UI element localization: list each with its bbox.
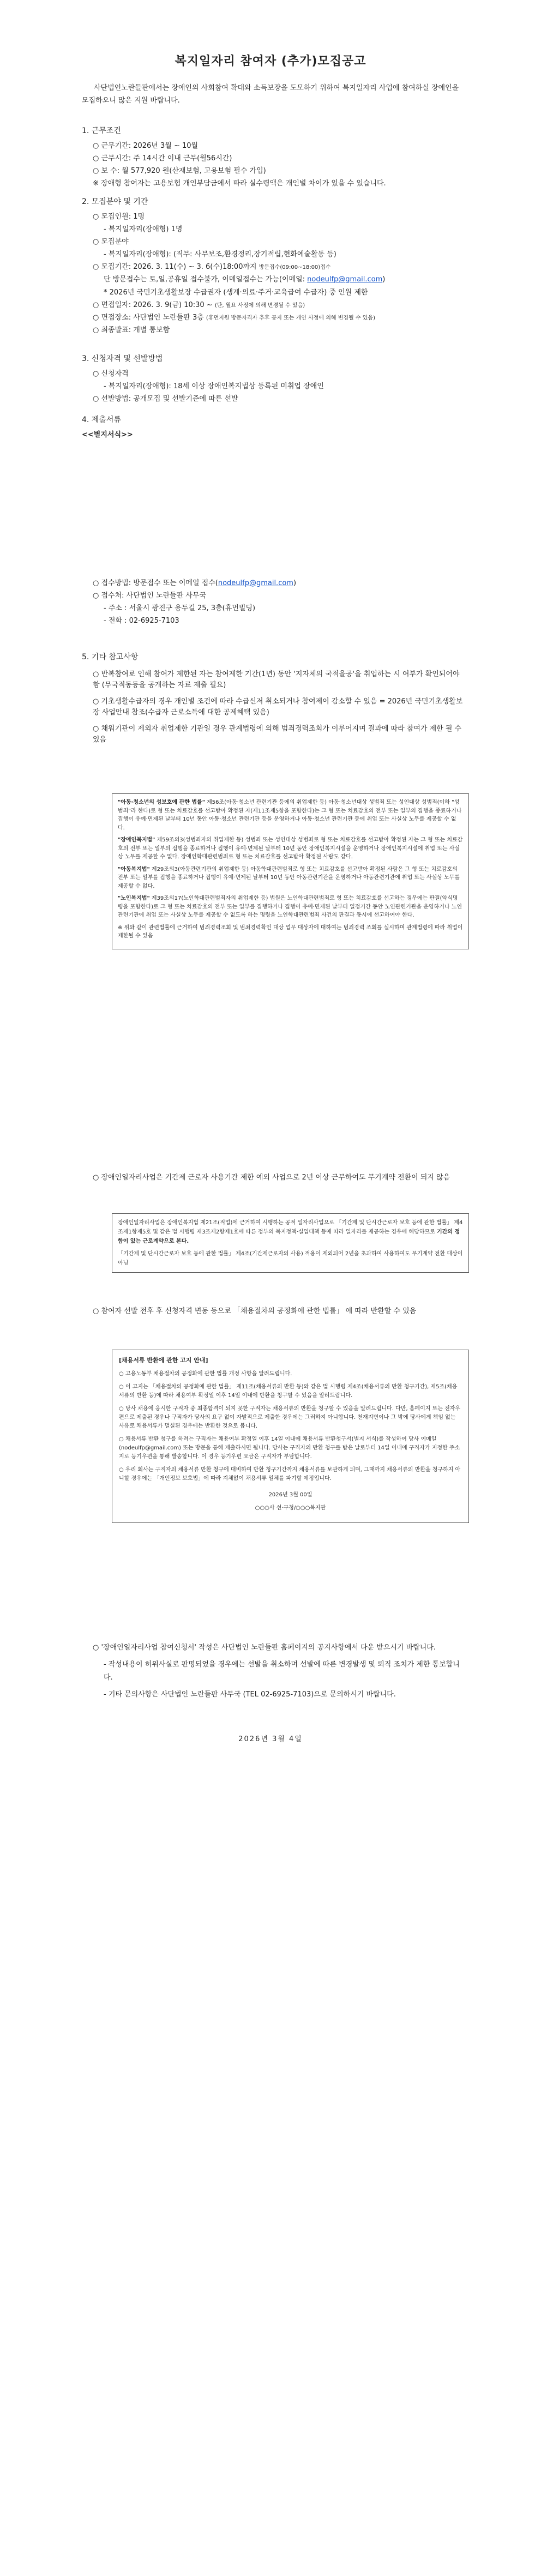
law-title: "아동복지법" xyxy=(118,866,150,872)
interview-date xyxy=(82,300,464,311)
legal-restriction-box xyxy=(112,793,469,949)
appendix-label: <<별지서식>> xyxy=(82,430,133,439)
final-announcement: ○ 최종발표: 개별 통보함 xyxy=(93,326,170,334)
legal-paragraph xyxy=(118,798,463,832)
work-pay-note: ※ 장애형 참여자는 고용보험 개인부담금에서 따라 실수령액은 개인별 차이가 있을 수 있습니다. xyxy=(93,179,386,188)
return-box-paragraph: ○ 우리 회사는 구직자의 채용서류 반환 청구에 대비하여 반환 청구기간까지 채용서류를 보관하게 되며, 그때까지 채용서류의 반환을 청구하지 아니할 경우에는 「개인정보 보호법」에 따라 지체없이 채용서류 일체를 파기할 예정입니다. xyxy=(119,1466,461,1482)
contract-term-note: ○ 장애인일자리사업은 기간제 근로자 사용기간 제한 예외 사업으로 2년 이상 근무하여도 무기계약 전환이 되지 않음 xyxy=(93,1173,450,1182)
section-heading: 4. 제출서류 xyxy=(82,416,121,424)
apply-method-end: ) xyxy=(293,579,297,587)
headcount: ○ 모집인원: 1명 xyxy=(93,212,145,221)
period-note-end: ) xyxy=(382,275,386,284)
interview-date-text: ○ 면접일자: 2026. 3. 9(금) 10:30 ~ xyxy=(93,300,215,309)
interview-place-note: (휴먼지원 방문자격자 추후 공지 또는 개인 사정에 의해 변경될 수 있음) xyxy=(206,315,375,321)
inquiry-phone: 02-6925-7103 xyxy=(261,1690,311,1699)
section-contact xyxy=(82,578,464,629)
law-text: 제59조의3(성범죄자의 취업제한 등) 성범죄 또는 성인대상 성범죄로 형 또는 치료감호를 선고받아 확정된 자는 그 형 또는 치료감호의 전부 또는 일부의 집행을 종료하거나 집행이 유예·면제된 날부터 10년 동안 장애인복지시설을 운영하거나 장애인복지시설에 취업 또는 사실상 노무를 제공할 수 없다. 장애인학대관련범죄로 형 또는 치료감호를 선고받아 확정된 사람도 같다. xyxy=(118,837,463,860)
contract-law-text xyxy=(118,1218,463,1246)
false-info-note: - 작성내용이 허위사실로 판명되었을 경우에는 선발을 취소하며 선발에 따른 변경발생 및 퇴직 조치가 제한 통보합니다. xyxy=(104,1660,460,1682)
apply-email-link[interactable]: nodeulfp@gmail.com xyxy=(218,579,293,587)
note-repeat-participation: ○ 반복참여로 인해 참여가 제한된 자는 참여제한 기간(1년) 동안 '지자체의 국적을공'을 취업하는 시 여부가 확인되어야 함 (무국적동등을 공개하는 자료 제출 필요) xyxy=(93,670,460,689)
period-line xyxy=(82,262,464,273)
office-phone: - 전화 : 02-6925-7103 xyxy=(104,617,179,625)
return-box-paragraph: ○ 이 고지는 「채용절차의 공정화에 관한 법률」 제11조(채용서류의 반환 등)와 같은 법 시행령 제4조(채용서류의 반환 청구기간), 제5조(채용서류의 반환 등)에 따라 채용여부 확정일 이후 14일 이내에 반환을 청구할 수 있음을 알려드립니다. xyxy=(119,1383,458,1399)
section-eligibility xyxy=(82,353,464,406)
law-text: 제56조(아동·청소년 관련기관 등에의 취업제한 등) 아동·청소년대상 성범죄 또는 성인대상 성범죄(이하 "성범죄"라 한다)로 형 또는 치료감호를 선고받아 확정된 자(제11조제5항을 포함한다)는 그 형 또는 치료감호의 전부 또는 일부의 집행을 종료하거나 집행이 유예·면제된 날부터 10년 동안 아동·청소년 관련기관 등을 운영하거나 아동·청소년 관련기관 등에 취업 또는 사실상 노무를 제공할 수 없다. xyxy=(118,799,462,831)
document-return-note: ○ 참여자 선발 전후 후 신청자격 변동 등으로 「채용절차의 공정화에 관한 법률」 에 따라 반환할 수 있음 xyxy=(93,1307,417,1315)
recipient-note: * 2026년 국민기초생활보장 수급권자 (생계·의료·주거·교육급여 수급자) 중 인원 제한 xyxy=(104,288,368,297)
note-criminal-check: ○ 채워기관이 제외자 취업제한 기관일 경우 관계법령에 의해 범죄경력조회가 이루어지며 결과에 따라 참여가 제한 될 수 있음 xyxy=(93,725,462,744)
section-contract-note xyxy=(82,1172,464,1185)
page-title: 복지일자리 참여자 (추가)모집공고 xyxy=(175,55,366,68)
section-return-note xyxy=(82,1306,464,1319)
law-title: "아동·청소년의 성보호에 관한 법률" xyxy=(118,799,205,805)
inquiry-text: - 기타 문의사항은 사단법인 노란들판 사무국 (TEL xyxy=(104,1690,261,1699)
inquiry-end: )으로 문의하시기 바랍니다. xyxy=(311,1690,396,1699)
interview-place xyxy=(82,312,464,323)
document-return-box xyxy=(112,1350,469,1523)
interview-date-note: (단, 월요 사정에 의해 변경될 수 있음) xyxy=(214,302,305,309)
period-note: 방문접수(09:00~18:00)접수 xyxy=(259,264,331,271)
return-box-paragraph: ○ 채용서류 반환 청구를 하려는 구직자는 채용여부 확정일 이후 14일 이내에 채용서류 반환청구서(별지 서식)를 작성하여 당사 이메일(nodeulfp@gmail.com) 또는 방문을 통해 제출하시면 됩니다. 당사는 구직자의 반환 청구를 받은 날로부터 14일 이내에 구직자가 지정한 주소지로 등기우편을 통해 발송합니다. 이 경우 등기우편 요금은 구직자가 부담합니다. xyxy=(119,1436,460,1460)
contract-law-emphasis: 기간의 정함이 있는 근로계약으로 본다. xyxy=(118,1229,460,1244)
interview-place-text: ○ 면접장소: 사단법인 노란들판 3층 xyxy=(93,313,206,322)
selection-method: ○ 선발방법: 공개모집 및 선발기준에 따른 선발 xyxy=(93,394,238,403)
legal-paragraph xyxy=(118,894,463,920)
office-address: - 주소 : 서울시 광진구 용두길 25, 3층(휴먼빌딩) xyxy=(104,604,256,613)
eligibility-detail: - 복지일자리(장애형): 18세 이상 장애인복지법상 등록된 미취업 장애인 xyxy=(104,382,324,390)
law-text: 제29조의3(아동관련기관의 취업제한 등) 아동학대관련범죄로 형 또는 치료감호를 선고받아 확정된 사람은 그 형 또는 치료감호의 전부 또는 일부를 집행을 종료하거나 집행이 유예·면제된 날부터 10년 동안 아동관련기관을 운영하거나 아동관련기관에 취업 또는 사실상 노무를 제공할 수 없다. xyxy=(118,866,460,889)
eligibility-label: ○ 신청자격 xyxy=(93,369,129,378)
period-note-text: 단 방문접수는 토,일,공휴일 접수불가, 이메일접수는 가능(이메일: xyxy=(104,275,308,284)
note-basic-livelihood: ○ 기초생활수급자의 경우 개인별 조건에 따라 수급신저 취소되거나 참여제이 감소할 수 있음 = 2026년 국민기초생활보장 사업안내 참조(수급자 근로소득에 대한 공제혜택 있음) xyxy=(93,697,463,717)
apply-method xyxy=(82,578,464,589)
work-period: ○ 근무기간: 2026년 3월 ~ 10월 xyxy=(93,141,199,150)
field-label: ○ 모집분야 xyxy=(93,237,129,246)
return-box-heading: [채용서류 반환에 관한 고지 안내] xyxy=(119,1357,208,1364)
apply-method-text: ○ 접수방법: 방문접수 또는 이메일 접수( xyxy=(93,579,218,587)
intro-paragraph: 사단법인노란들판에서는 장애인의 사회참여 확대와 소득보장을 도모하기 위하여 복지일자리 사업에 참여하실 장애인을 모집하오니 많은 지원 바랍니다. xyxy=(82,84,459,105)
section-recruitment xyxy=(82,196,464,338)
apply-office: ○ 접수처: 사단법인 노란들판 사무국 xyxy=(93,592,207,600)
return-box-paragraph: ○ 고용노동부 채용절차의 공정화에 관한 법률 개정 사항을 알려드립니다. xyxy=(119,1370,292,1377)
period-text: ○ 모집기간: 2026. 3. 11(수) ~ 3. 6(수)18:00까지 xyxy=(93,263,259,272)
contract-law-body: 장애인일자리사업은 장애인복지법 제21조(직업)에 근거하여 시행하는 공적 일자리사업으로 「기간제 및 단시간근로자 보호 등에 관한 법률」 제4조제1항제5호 및 같은 법 시행령 제3조제2항제1호에 따른 정부의 복지정책·실업대책 등에 따라 일자리를 제공하는 경우에 해당하므로 xyxy=(118,1220,463,1235)
inquiry-note xyxy=(82,1688,464,1701)
work-pay: ○ 보 수: 월 577,920 원(산재보험, 고용보험 필수 가입) xyxy=(93,166,266,175)
legal-footnote: ※ 위와 같이 관련법률에 근거하여 범죄경력조회 및 범죄경력확인 대상 업무 대상자에 대하여는 범죄경력 조회를 실시하며 관계법령에 따라 취업이 제한될 수 있음 xyxy=(118,924,463,939)
section-notes xyxy=(82,652,464,748)
section-work-conditions xyxy=(82,125,464,191)
headcount-detail: - 복지일자리(장애형) 1명 xyxy=(104,225,183,233)
legal-paragraph xyxy=(118,865,463,891)
work-hours: ○ 근무시간: 주 14시간 이내 근무(월56시간) xyxy=(93,154,232,162)
section-heading: 2. 모집분야 및 기간 xyxy=(82,197,148,206)
notice-date: 2026년 3월 4일 xyxy=(238,1735,303,1743)
period-note-line xyxy=(82,274,464,285)
section-heading: 3. 신청자격 및 선발방법 xyxy=(82,354,163,363)
contract-law-text-2: 「기간제 및 단시간근로자 보호 등에 관한 법률」 제4조(기간제근로자의 사용) 적용이 제외되어 2년을 초과하여 사용하여도 무기계약 전환 대상이 아님 xyxy=(118,1251,463,1266)
law-title: "노인복지법" xyxy=(118,895,150,901)
application-form-note: ○ '장애인일자리사업 참여신청서' 작성은 사단법인 노란들판 홈페이지의 공지사항에서 다운 받으시기 바랍니다. xyxy=(93,1644,436,1652)
section-documents xyxy=(82,414,464,442)
contract-law-box xyxy=(112,1213,469,1273)
return-box-paragraph: ○ 당사 채용에 응시한 구직자 중 최종합격이 되지 못한 구직자는 채용서류의 반환을 청구할 수 있음을 알려드립니다. 다만, 홈페이지 또는 전자우편으로 제출된 경우나 구직자가 당사의 요구 없이 자발적으로 제출한 경우에는 그러하지 아니합니다. 천재지변이나 그 밖에 당사에게 책임 없는 사유로 채용서류가 멸실된 경우에는 반환한 것으로 봅니다. xyxy=(119,1405,461,1429)
section-closing xyxy=(82,1641,464,1703)
return-box-sign: ○○○사 선·구청/○○○복지관 xyxy=(255,1504,326,1511)
law-title: "장애인복지법" xyxy=(118,837,155,843)
email-link[interactable]: nodeulfp@gmail.com xyxy=(307,275,383,284)
field-detail: - 복지일자리(장애형): (직무: 사무보조,환경정리,장기적립,현화예술활동 등) xyxy=(104,250,336,259)
law-text: 제39조의17(노인학대관련범죄자의 취업제한 등) 법원은 노인학대관련범죄로 형 또는 치료감호를 선고하는 경우에는 판결(약식명령을 포함한다)로 그 형 또는 치료감호의 전부 또는 일부를 집행하거나 집행이 유예·면제된 날부터 일정기간 동안 노인관련기관을 운영하거나 노인관련기관에 취업 또는 사실상 노무를 제공할 수 없도록 하는 명령을 노인학대관련범죄 사건의 판결과 동시에 선고하여야 한다. xyxy=(118,895,462,918)
section-heading: 1. 근무조건 xyxy=(82,127,121,135)
section-heading: 5. 기타 참고사항 xyxy=(82,653,139,661)
legal-paragraph xyxy=(118,836,463,862)
return-box-date: 2026년 3월 00일 xyxy=(268,1491,312,1498)
